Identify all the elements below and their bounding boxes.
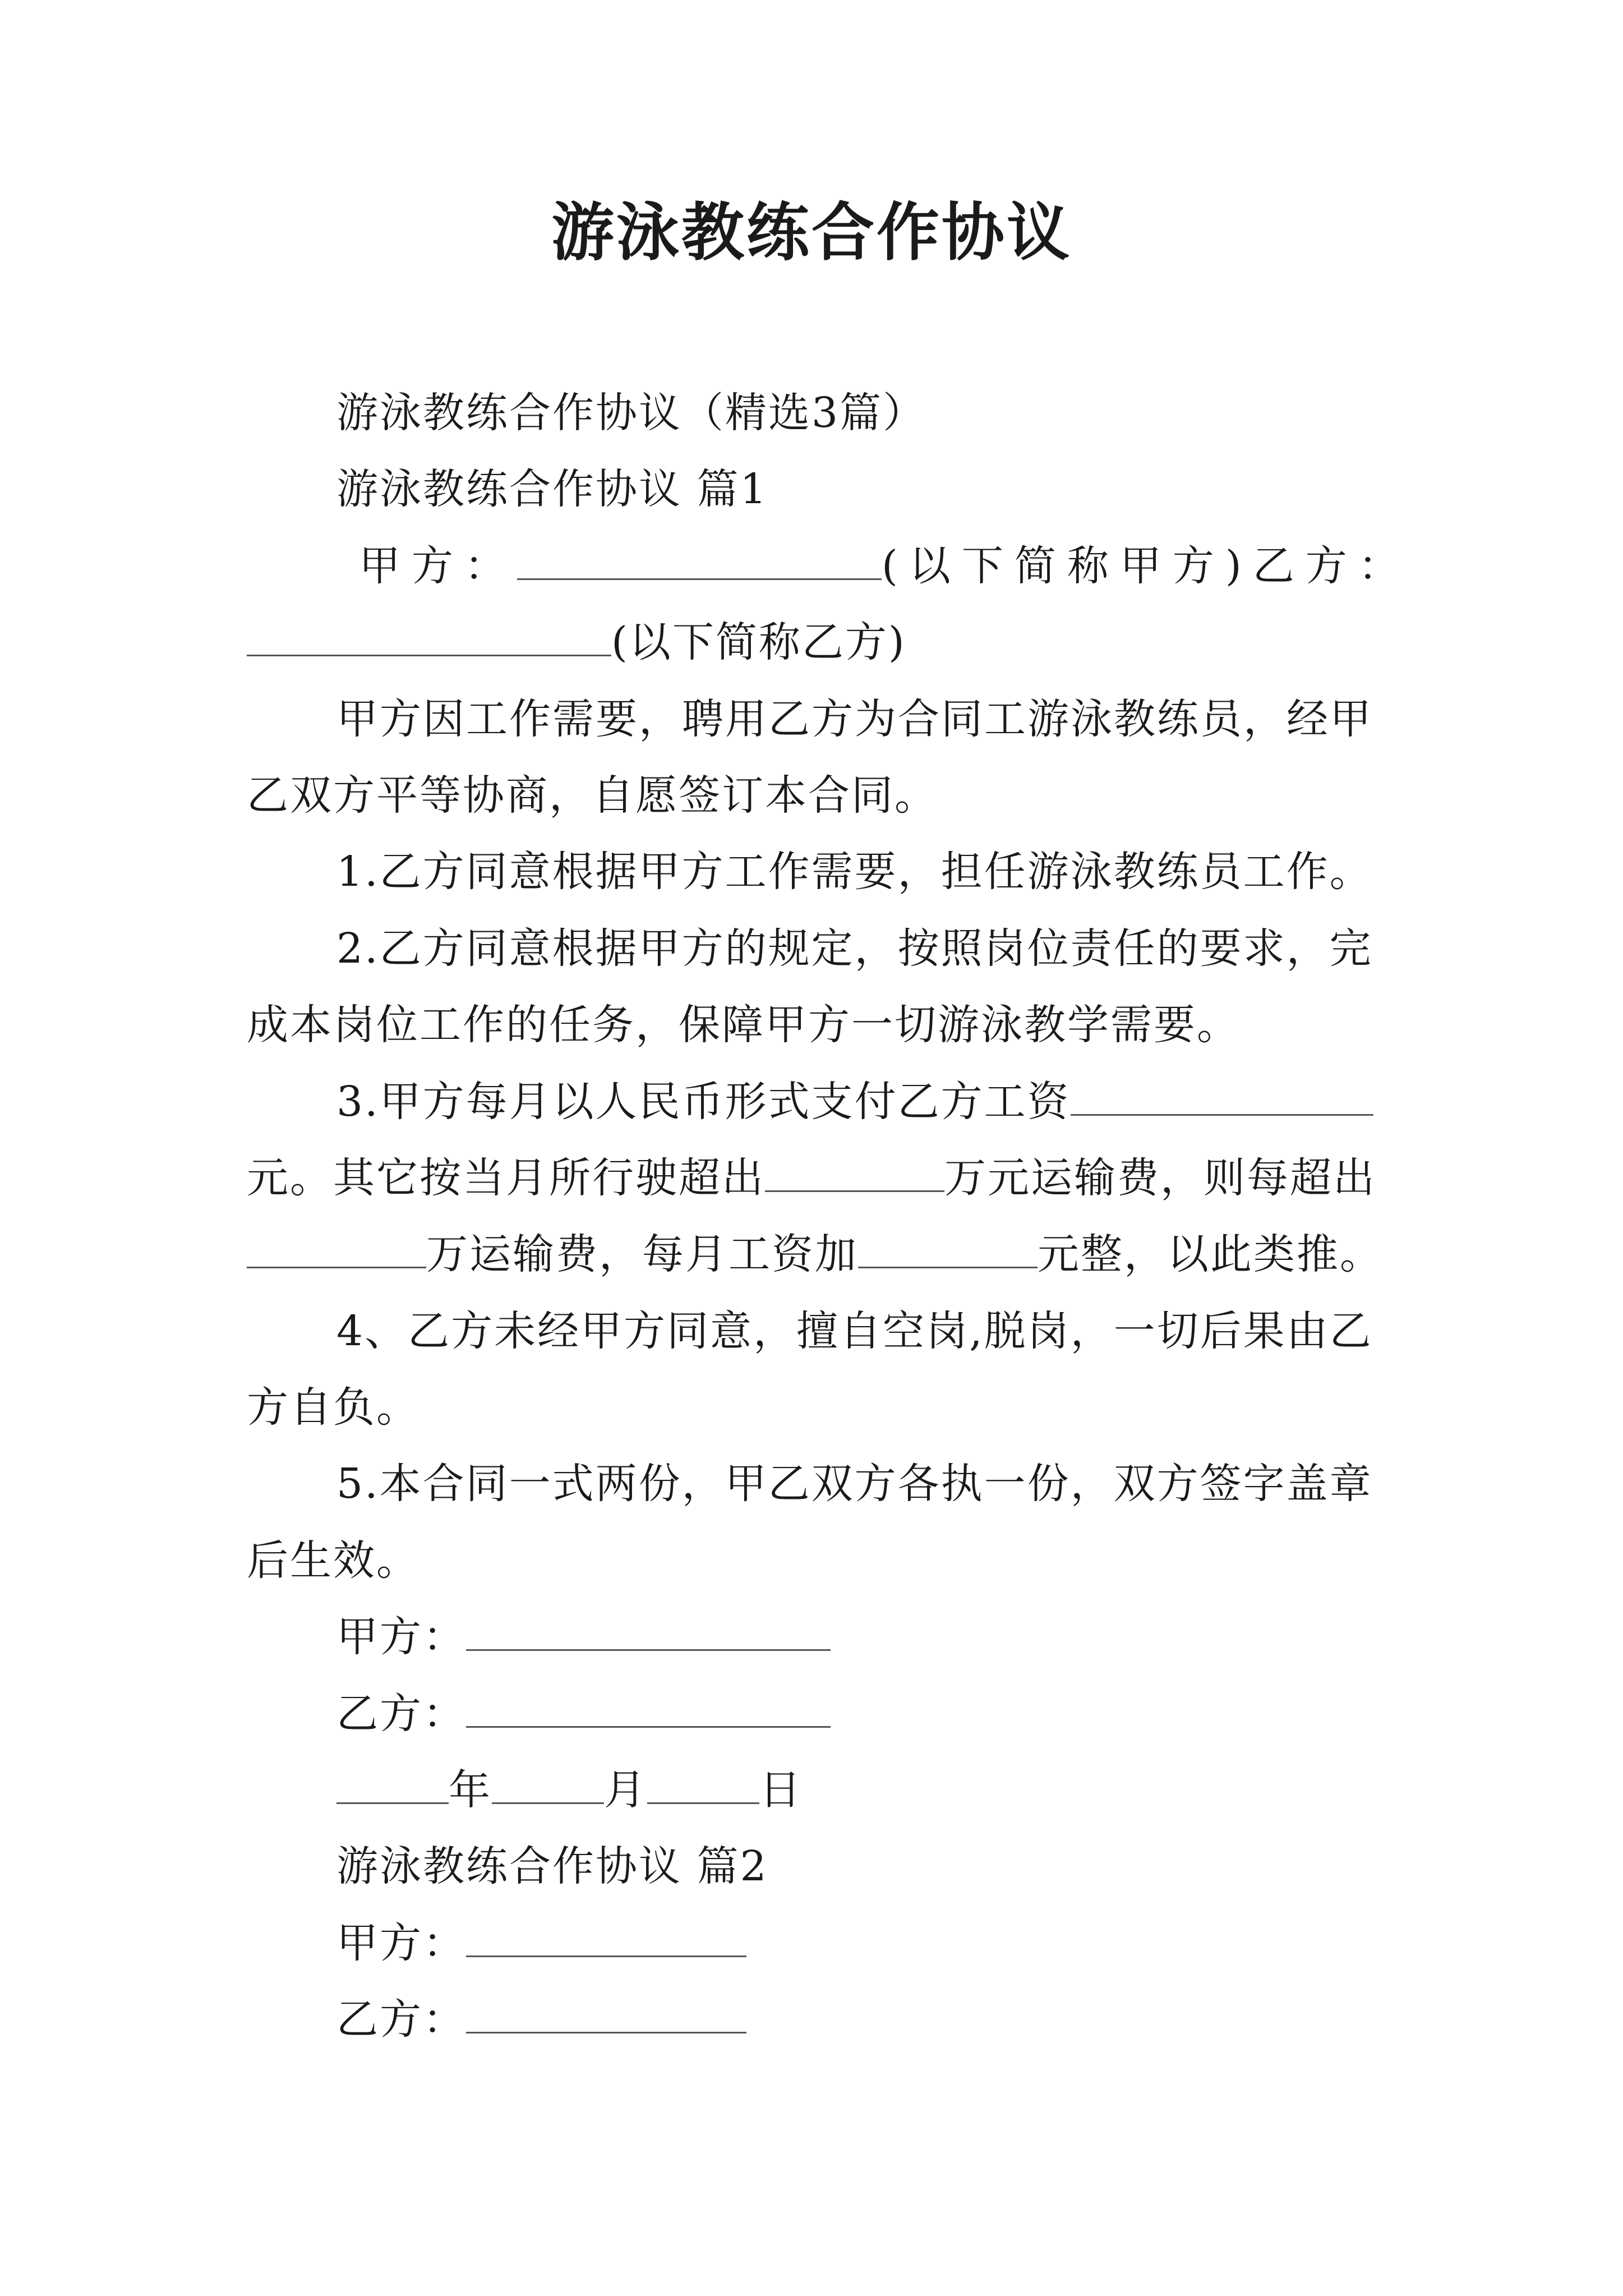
clause-3-text-3b: 元整，以此类推。 (1038, 1230, 1383, 1279)
clause-5-line-2: 后生效。 (247, 1536, 419, 1585)
party-a-name-blank (517, 539, 882, 580)
day-blank (647, 1763, 759, 1804)
clause-1: 1.乙方同意根据甲方工作需要，担任游泳教练员工作。 (336, 848, 1373, 896)
clause-3-line-1 (247, 1064, 1396, 1140)
party-intro-line (247, 528, 1411, 604)
clause-3-text-3a: 万运输费，每月工资加 (426, 1230, 858, 1279)
signature-date (247, 1752, 1396, 1828)
bonus-blank (858, 1227, 1038, 1268)
clause-2-line-1: 2.乙方同意根据甲方的规定，按照岗位责任的要求，完 (336, 924, 1373, 973)
signature-party-a (247, 1599, 1396, 1675)
section-2-party-a (247, 1905, 1396, 1981)
clause-3-text-1: 3.甲方每月以人民币形式支付乙方工资 (336, 1077, 1071, 1126)
clause-3-text-2a: 元。其它按当月所行驶超出 (247, 1153, 765, 1202)
month-blank (492, 1763, 604, 1804)
signature-party-a-label: 甲方： (336, 1613, 466, 1662)
party-b-name-blank (247, 615, 611, 656)
party-b-intro-suffix: (以下简称乙方) (611, 618, 906, 667)
section-2-heading: 游泳教练合作协议 篇2 (336, 1842, 768, 1891)
signature-party-b-label: 乙方： (336, 1689, 466, 1738)
year-blank (336, 1763, 449, 1804)
party-b-intro-line (247, 604, 1396, 680)
clause-3-text-2b: 万元运输费，则每超出 (944, 1153, 1376, 1202)
year-label: 年 (449, 1766, 492, 1815)
clause-2-line-2: 成本岗位工作的任务，保障甲方一切游泳教学需要。 (247, 1001, 1240, 1050)
signature-party-b-blank (466, 1687, 831, 1728)
intro-paragraph-line-2: 乙双方平等协商，自愿签订本合同。 (247, 771, 938, 820)
month-label: 月 (604, 1766, 647, 1815)
section-2-party-b (247, 1981, 1396, 2058)
clause-5-line-1: 5.本合同一式两份，甲乙双方各执一份，双方签字盖章 (336, 1460, 1373, 1508)
clause-3-line-2 (247, 1140, 1396, 1216)
clause-4-line-2: 方自负。 (247, 1383, 419, 1432)
section-2-party-b-blank (466, 1993, 746, 2033)
section-2-party-b-label: 乙方： (336, 1995, 466, 2044)
salary-blank (1071, 1075, 1373, 1116)
document-subtitle: 游泳教练合作协议（精选3篇） (336, 389, 926, 437)
section-2-party-a-label: 甲方： (336, 1918, 466, 1967)
increment-blank (247, 1227, 426, 1268)
document-body (247, 375, 1411, 2058)
day-label: 日 (759, 1766, 803, 1815)
party-a-intro-label: 甲方： (359, 541, 517, 590)
document-title: 游泳教练合作协议 (551, 196, 1072, 269)
clause-4-line-1: 4、乙方未经甲方同意，擅自空岗,脱岗，一切后果由乙 (336, 1306, 1373, 1355)
threshold-blank (765, 1151, 944, 1192)
signature-party-b (247, 1676, 1396, 1752)
section-2-party-a-blank (466, 1916, 746, 1957)
intro-paragraph-line-1: 甲方因工作需要，聘用乙方为合同工游泳教练员，经甲 (336, 694, 1373, 743)
signature-party-a-blank (466, 1610, 831, 1651)
section-1-heading: 游泳教练合作协议 篇1 (336, 465, 768, 514)
party-a-intro-suffix: (以下简称甲方)乙方： (882, 541, 1411, 590)
clause-3-line-3 (247, 1216, 1396, 1292)
